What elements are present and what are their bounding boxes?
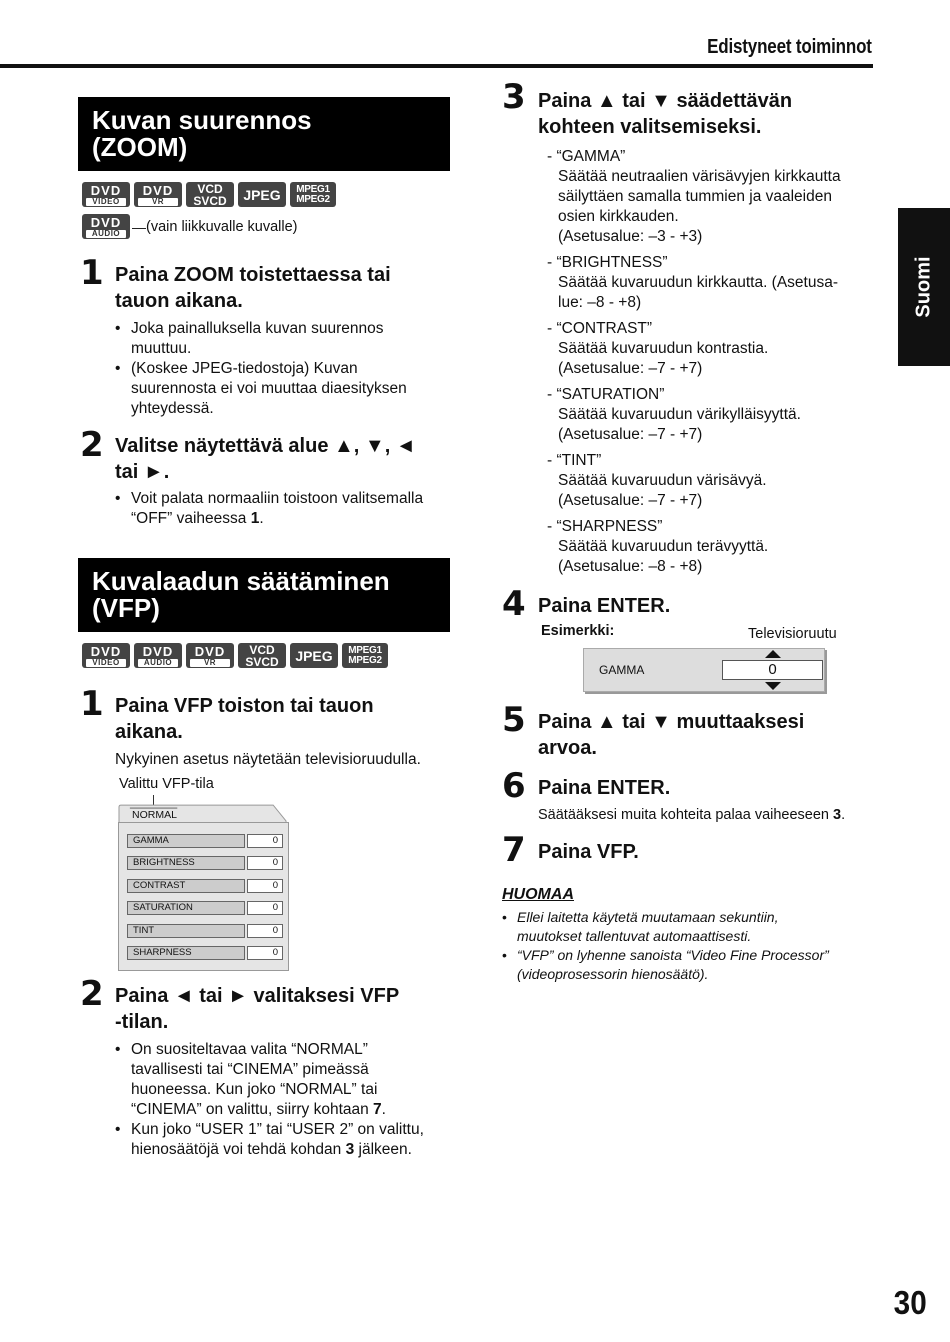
dvd-vr-badge: DVD VR [186, 643, 234, 668]
zoom-step2-number: 2 [80, 425, 104, 465]
vfp-callout-label: Valittu VFP-tila [119, 776, 214, 792]
vfp-step2-heading: Paina ◄ tai ► valitaksesi VFP -tilan. [115, 985, 400, 1033]
list-item: - “SATURATION” Säätää kuvaruudun värikylläisyyttä. (Asetusalue: –7 - +7) [547, 386, 801, 443]
list-item: - “GAMMA” Säätää neutraalien värisävyjen kirkkautta säilyttäen samalla tummien ja vaaleiden osien kirkkauden. (Asetusalue: –3 - +3) [547, 148, 841, 245]
vfp-mode-label: NORMAL [132, 809, 177, 821]
zoom-step1-number: 1 [80, 253, 104, 293]
vfp-section-title [78, 558, 450, 632]
vfp-step2-bullets [115, 1040, 455, 1160]
audio-note-text: (vain liikkuvalle kuvalle) [146, 218, 298, 235]
gamma-example-label: GAMMA [599, 663, 645, 677]
vfp-badges [82, 643, 388, 668]
list-item: - “CONTRAST” Säätää kuvaruudun kontrastia. (Asetusalue: –7 - +7) [547, 320, 769, 377]
mpeg-badge: MPEG1 MPEG2 [342, 643, 388, 668]
zoom-title-line1: Kuvan suurennos [92, 105, 312, 135]
vfp-step1-heading: Paina VFP toiston tai tauon aikana. [115, 695, 374, 743]
note-list [502, 908, 882, 984]
vfp-step3-number: 3 [502, 77, 526, 117]
list-item: • (Koskee JPEG-tiedostoja) Kuvan suurennosta ei voi muuttaa diaesityksen yhteydessä. [115, 359, 450, 419]
list-item: • Voit palata normaaliin toistoon valitsemalla “OFF” vaiheessa 1. [115, 489, 455, 529]
side-tab-label: Suomi [912, 256, 935, 318]
gamma-example-box [583, 648, 825, 692]
vfp-step4-heading: Paina ENTER. [538, 595, 671, 617]
gamma-example-value: 0 [722, 660, 823, 680]
dvd-video-badge: DVD VIDEO [82, 182, 130, 207]
zoom-badges [82, 182, 336, 207]
vcd-svcd-badge: VCD SVCD [238, 643, 286, 668]
example-label: Esimerkki: [541, 623, 615, 639]
vfp-step7-heading: Paina VFP. [538, 841, 639, 863]
header-rule [0, 64, 873, 68]
vfp-step5-number: 5 [502, 700, 526, 740]
dvd-audio-badge: DVD AUDIO [134, 643, 182, 668]
vfp-step6-number: 6 [502, 766, 526, 806]
header-title: Edistyneet toiminnot [707, 36, 872, 58]
vfp-row-sharpness: SHARPNESS 0 [127, 946, 283, 960]
page-number: 30 [893, 1284, 927, 1321]
mpeg-badge: MPEG1 MPEG2 [290, 182, 336, 207]
zoom-audio-note: DVD AUDIO — (vain liikkuvalle kuvalle) [82, 214, 298, 239]
vfp-step3-heading: Paina ▲ tai ▼ säädettävän kohteen valitsemiseksi. [538, 90, 793, 138]
vfp-row-tint: TINT 0 [127, 924, 283, 938]
vfp-step6-text: Säätääksesi muita kohteita palaa vaiheeseen 3. [538, 807, 846, 823]
side-tab [898, 208, 950, 366]
vfp-step5-heading: Paina ▲ tai ▼ muuttaaksesi arvoa. [538, 711, 805, 759]
vfp-title-line1: Kuvalaadun säätäminen [92, 566, 390, 596]
zoom-step2-bullets [115, 489, 455, 529]
vfp-step4-number: 4 [502, 584, 526, 624]
list-item: • On suositeltavaa valita “NORMAL” tavallisesti tai “CINEMA” pimeässä huoneessa. Kun joko “NORMAL” tai “CINEMA” on valittu, siirry kohtaan 7. [115, 1040, 455, 1120]
vfp-title-line2: (VFP) [92, 593, 160, 623]
jpeg-badge: JPEG [290, 643, 338, 668]
vfp-step1-text: Nykyinen asetus näytetään televisioruudulla. [115, 751, 421, 768]
list-item: - “TINT” Säätää kuvaruudun värisävyä. (Asetusalue: –7 - +7) [547, 452, 767, 509]
list-item: - “BRIGHTNESS” Säätää kuvaruudun kirkkautta. (Asetusa- lue: –8 - +8) [547, 254, 839, 311]
vfp-step3-items [547, 147, 867, 577]
vfp-menu [118, 803, 290, 971]
vfp-menu-panel [118, 822, 289, 971]
list-item: • Kun joko “USER 1” tai “USER 2” on valittu, hienosäätöjä voi tehdä kohdan 3 jälkeen. [115, 1120, 455, 1160]
jpeg-badge: JPEG [238, 182, 286, 207]
vfp-step1-number: 1 [80, 684, 104, 724]
dvd-video-badge: DVD VIDEO [82, 643, 130, 668]
vfp-row-brightness: BRIGHTNESS 0 [127, 856, 283, 870]
zoom-section-title [78, 97, 450, 171]
list-item: - “SHARPNESS” Säätää kuvaruudun terävyyttä. (Asetusalue: –8 - +8) [547, 518, 769, 575]
zoom-step2-heading: Valitse näytettävä alue ▲, ▼, ◄ tai ►. [115, 435, 416, 483]
down-arrow-icon [765, 682, 781, 690]
vfp-step6-heading: Paina ENTER. [538, 777, 671, 799]
note-item: • “VFP” on lyhenne sanoista “Video Fine Processor” (videoprosessorin hienosäätö). [502, 946, 882, 984]
list-item: • Joka painalluksella kuvan suurennos muuttuu. [115, 319, 450, 359]
vcd-svcd-badge: VCD SVCD [186, 182, 234, 207]
vfp-row-gamma: GAMMA 0 [127, 834, 283, 848]
zoom-step1-heading: Paina ZOOM toistettaessa tai tauon aikana. [115, 264, 391, 312]
vfp-step2-number: 2 [80, 974, 104, 1014]
note-item: • Ellei laitetta käytetä muutamaan sekuntiin, muutokset tallentuvat automaattisesti. [502, 908, 882, 946]
up-arrow-icon [765, 650, 781, 658]
tv-screen-label: Televisioruutu [748, 626, 837, 642]
dvd-audio-badge: DVD AUDIO [82, 214, 130, 239]
vfp-row-contrast: CONTRAST 0 [127, 879, 283, 893]
zoom-step1-bullets [115, 319, 450, 419]
note-title: HUOMAA [502, 886, 574, 903]
zoom-title-line2: (ZOOM) [92, 132, 188, 162]
vfp-row-saturation: SATURATION 0 [127, 901, 283, 915]
dvd-vr-badge: DVD VR [134, 182, 182, 207]
vfp-step7-number: 7 [502, 830, 526, 870]
